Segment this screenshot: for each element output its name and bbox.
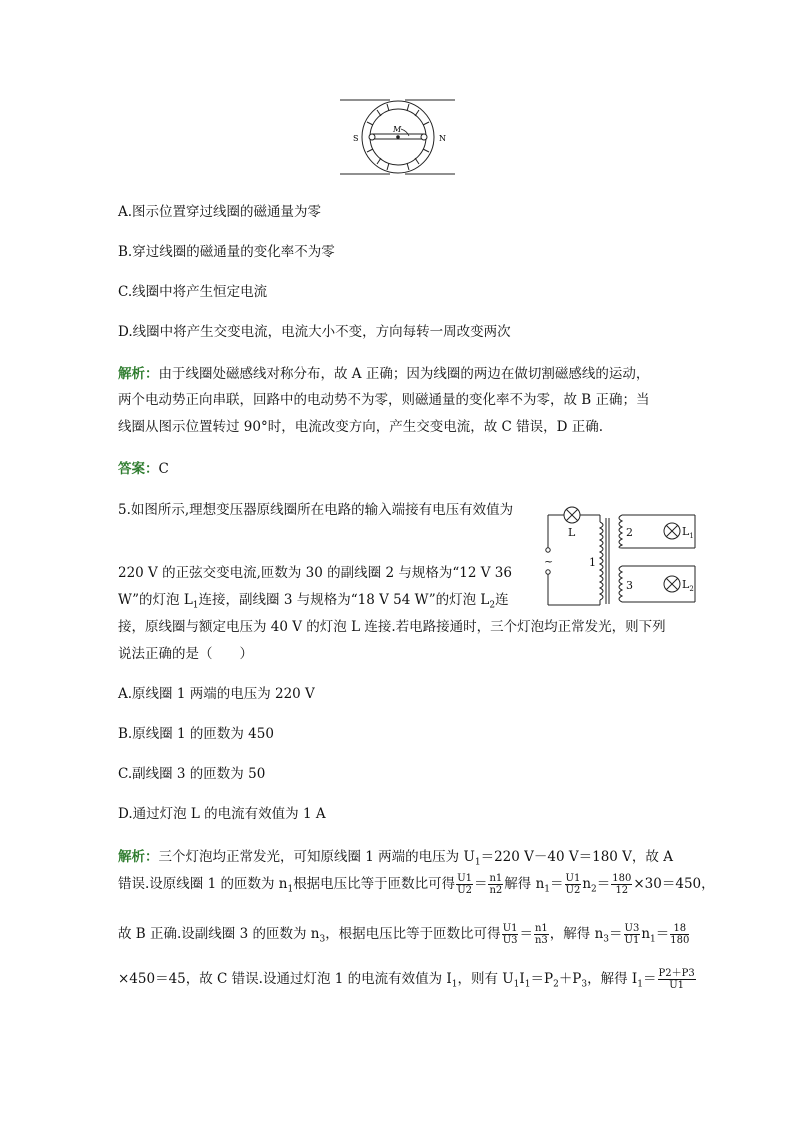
transformer-circuit-figure	[540, 500, 710, 610]
label-m: M	[393, 125, 402, 134]
q4-option-b: B.穿过线圈的磁通量的变化率不为零	[118, 244, 335, 260]
answer-value: C	[158, 461, 169, 477]
q4-analysis-3: 线圈从图示位置转过 90°时，电流改变方向，产生交变电流，故 C 错误，D 正确.	[118, 419, 604, 435]
analysis-label: 解析：	[118, 366, 159, 382]
q5-analysis-4: ×450＝45，故 C 错误.设通过灯泡 1 的电流有效值为 $I_1$，则有 $U_1I_1=P_2+P_3$，解得 $I_1=$ $\frac{P2+P3}{U1}$	[118, 968, 695, 991]
q5-option-d: D.通过灯泡 L 的电流有效值为 1 A	[118, 806, 326, 822]
q5-analysis-1: 解析：三个灯泡均正常发光，可知原线圈 1 两端的电压为 $U_1=220$ V－40 V＝180 V，故 A	[118, 849, 673, 868]
lamp-l-label: L	[568, 526, 576, 539]
coil-3-label: 3	[626, 579, 633, 592]
q5-stem-2: 220 V 的正弦交变电流,匝数为 30 的副线圈 2 与规格为“12 V 36	[118, 565, 512, 581]
lamp-l2-label: $L_2$	[682, 578, 694, 593]
ac-symbol: ~	[544, 555, 554, 568]
q4-option-a: A.图示位置穿过线圈的磁通量为零	[118, 204, 322, 220]
q4-option-d: D.线圈中将产生交变电流，电流大小不变，方向每转一周改变两次	[118, 324, 511, 340]
q5-stem-4: 接，原线圈与额定电压为 40 V 的灯泡 L 连接.若电路接通时，三个灯泡均正常发光，则下列	[118, 619, 666, 635]
q5-option-b: B.原线圈 1 的匝数为 450	[118, 726, 274, 742]
label-s: S	[353, 134, 359, 143]
q5-stem-5: 说法正确的是（ ）	[118, 646, 253, 662]
q4-option-c: C.线圈中将产生恒定电流	[118, 284, 268, 300]
label-n: N	[439, 134, 446, 143]
motor-coil-figure	[335, 96, 460, 178]
q5-analysis-2: 错误.设原线圈 1 的匝数为 $n_1$根据电压比等于匝数比可得 $\frac{U1}{U2}$ ＝ $\frac{n1}{n2}$ 解得 $n_1=$ $\frac{U1}{U2}$ $n_2=$ $\frac{180}{12}$ ×30＝450，	[118, 873, 715, 896]
lamp-l1-label: $L_1$	[682, 525, 694, 540]
coil-1-label: 1	[589, 556, 596, 569]
q5-option-c: C.副线圈 3 的匝数为 50	[118, 766, 266, 782]
answer-label: 答案：	[118, 461, 159, 477]
q5-analysis-3: 故 B 正确.设副线圈 3 的匝数为 $n_3$，根据电压比等于匝数比可得 $\frac{U1}{U3}$ ＝ $\frac{n1}{n3}$ ，解得 $n_3=$ $\frac{U3}{U1}$ $n_1=$ $\frac{18}{180}$	[118, 923, 690, 946]
q4-answer	[118, 457, 169, 477]
q5-option-a: A.原线圈 1 两端的电压为 220 V	[118, 686, 315, 702]
q4-analysis-2: 两个电动势正向串联，回路中的电动势不为零，则磁通量的变化率不为零，故 B 正确；当	[118, 392, 650, 408]
coil-2-label: 2	[626, 526, 633, 539]
q5-stem-1: 5.如图所示,理想变压器原线圈所在电路的输入端接有电压有效值为	[118, 502, 514, 518]
analysis-label: 解析：	[118, 849, 159, 865]
q5-stem-3: W”的灯泡 $L_1$连接，副线圈 3 与规格为“18 V 54 W”的灯泡 $L_2$连	[118, 592, 509, 611]
q4-analysis-1: 解析：由于线圈处磁感线对称分布，故 A 正确；因为线圈的两边在做切割磁感线的运动，	[118, 366, 650, 382]
